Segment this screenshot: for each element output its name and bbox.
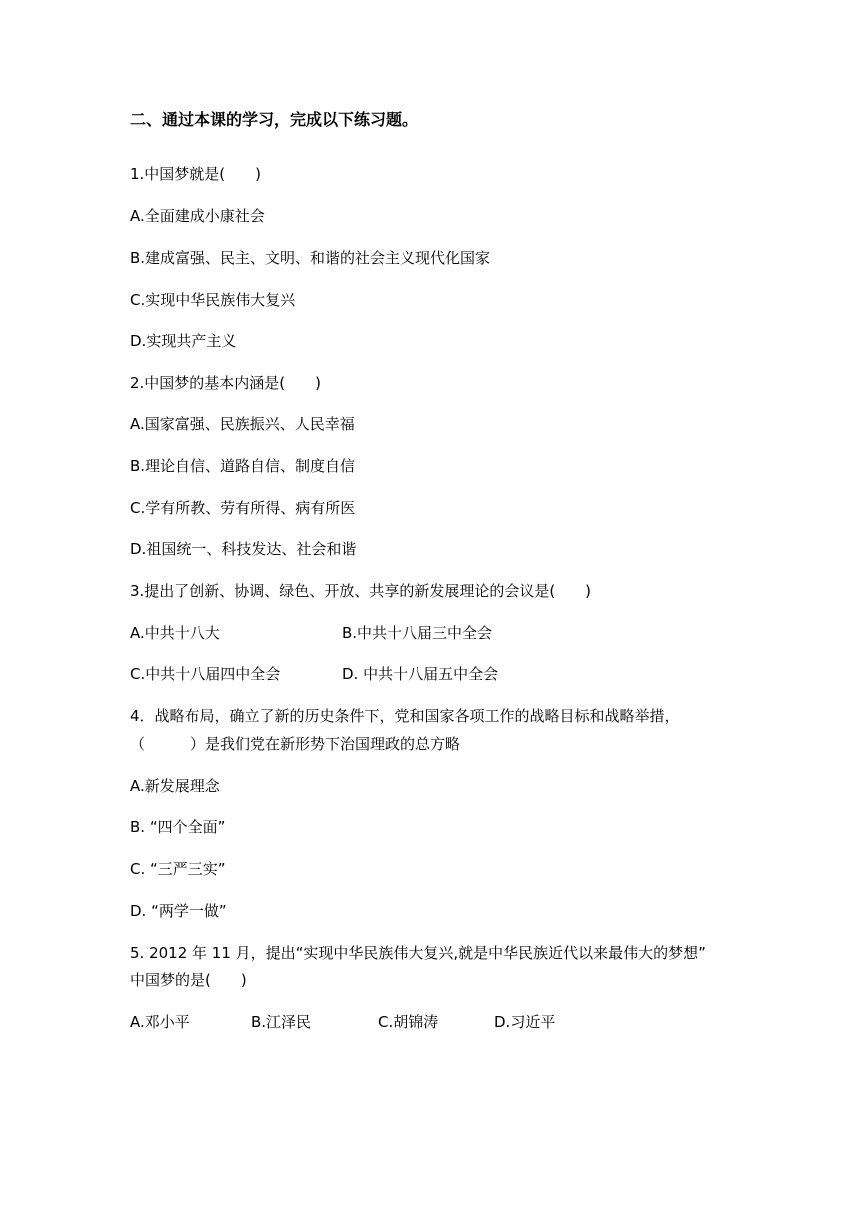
question-3-option-a: A.中共十八大 — [130, 624, 220, 642]
question-4-stem-line-1: 4．战略布局，确立了新的历史条件下，党和国家各项工作的战略目标和战略举措， — [130, 707, 680, 725]
question-2-option-d: D.祖国统一、科技发达、社会和谐 — [130, 540, 357, 558]
question-1-option-c: C.实现中华民族伟大复兴 — [130, 291, 296, 309]
question-1-stem: 1.中国梦就是( ) — [130, 165, 262, 183]
question-2-option-b: B.理论自信、道路自信、制度自信 — [130, 457, 356, 475]
question-4-option-a: A.新发展理念 — [130, 777, 220, 795]
question-4-option-d: D. “两学一做” — [130, 902, 227, 920]
question-2-option-a: A.国家富强、民族振兴、人民幸福 — [130, 415, 355, 433]
question-5-option-b: B.江泽民 — [251, 1013, 312, 1031]
question-3-option-b: B.中共十八届三中全会 — [342, 624, 493, 642]
section-heading: 二、通过本课的学习，完成以下练习题。 — [130, 110, 419, 129]
question-2-option-c: C.学有所教、劳有所得、病有所医 — [130, 499, 356, 517]
question-3-option-d: D. 中共十八届五中全会 — [342, 665, 499, 683]
question-1-option-d: D.实现共产主义 — [130, 332, 237, 350]
question-3-option-c: C.中共十八届四中全会 — [130, 665, 281, 683]
question-5-option-a: A.邓小平 — [130, 1013, 190, 1031]
question-1-option-b: B.建成富强、民主、文明、和谐的社会主义现代化国家 — [130, 249, 491, 267]
question-1-option-a: A.全面建成小康社会 — [130, 207, 265, 225]
question-4-option-c: C. “三严三实” — [130, 860, 226, 878]
question-5-stem-line-1: 5. 2012 年 11 月，提出“实现中华民族伟大复兴,就是中华民族近代以来最伟大的梦想” — [130, 944, 706, 962]
question-2-stem: 2.中国梦的基本内涵是( ) — [130, 374, 322, 392]
question-5-option-c: C.胡锦涛 — [378, 1013, 439, 1031]
question-5-option-d: D.习近平 — [494, 1013, 556, 1031]
question-5-stem-line-2: 中国梦的是( ) — [130, 971, 247, 989]
question-4-stem-line-2: （ ）是我们党在新形势下治国理政的总方略 — [130, 735, 461, 753]
question-3-stem: 3.提出了创新、协调、绿色、开放、共享的新发展理论的会议是( ) — [130, 582, 592, 600]
question-4-option-b: B. “四个全面” — [130, 818, 226, 836]
